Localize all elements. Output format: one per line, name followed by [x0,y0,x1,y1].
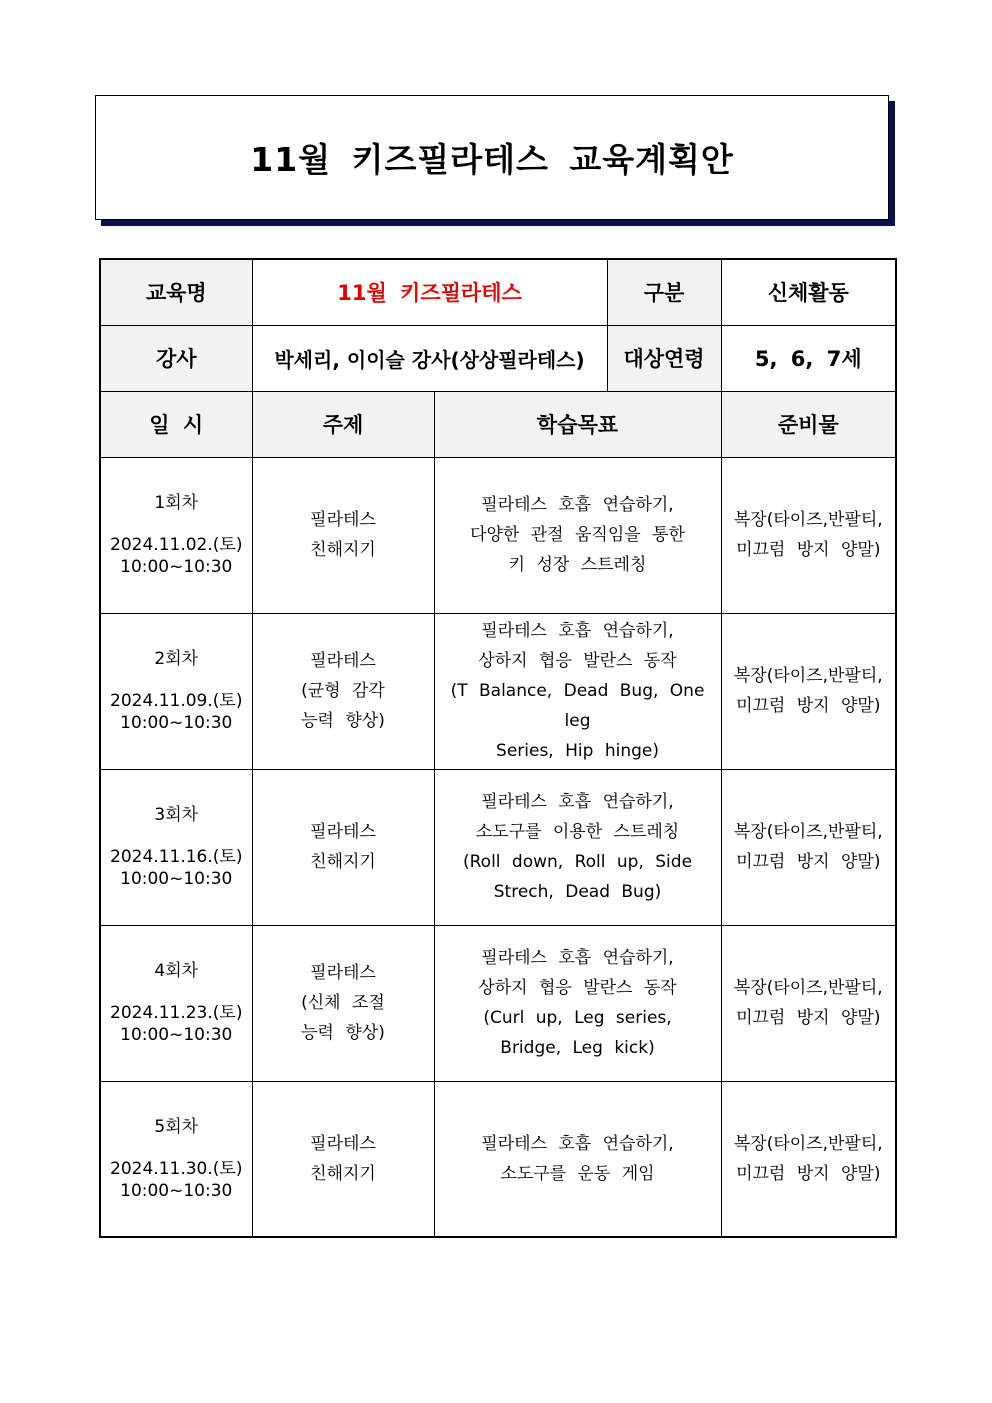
session-topic [252,769,434,925]
session-datetime [100,457,252,613]
header-date: 일 시 [100,391,252,457]
session-goal-line: 필라테스 호흡 연습하기, [481,621,674,641]
session-goal-line: 키 성장 스트레칭 [508,555,647,575]
session-goal-line: 필라테스 호흡 연습하기, [481,792,674,812]
session-datetime [100,1081,252,1237]
session-goal-line: Strech, Dead Bug) [493,882,662,902]
session-time: 10:00~10:30 [120,869,233,889]
course-value: 11월 키즈필라테스 [252,259,607,325]
session-number: 1회차 [154,493,199,513]
session-topic-line: 친해지기 [310,540,376,560]
session-goal-line: 다양한 관절 움직임을 통한 [470,525,685,545]
session-goal-line: 필라테스 호흡 연습하기, [481,1133,674,1154]
session-goal-line: 상하지 협응 발란스 동작 [478,978,677,998]
instructor-label: 강사 [100,325,252,391]
session-supplies-line: 복장(타이즈,반팔티, [733,510,883,530]
session-topic-line: 필라테스 [310,822,376,842]
category-value: 신체활동 [721,259,896,325]
session-topic-line: 친해지기 [310,852,376,872]
session-topic-line: 필라테스 [310,963,376,983]
session-supplies-line: 복장(타이즈,반팔티, [733,1133,883,1154]
session-row [100,1081,896,1237]
session-time: 10:00~10:30 [120,1180,233,1201]
session-goal-line: 소도구를 운동 게임 [500,1163,655,1184]
session-goal [434,457,721,613]
session-time: 10:00~10:30 [120,713,233,733]
session-goal [434,613,721,769]
header-goal: 학습목표 [434,391,721,457]
session-goal-line: Bridge, Leg kick) [500,1038,655,1058]
session-date: 2024.11.16.(토) [110,847,243,867]
session-goal [434,1081,721,1237]
session-number: 3회차 [154,805,199,825]
age-label: 대상연령 [607,325,721,391]
session-supplies [721,769,896,925]
session-goal-line: 소도구를 이용한 스트레칭 [475,822,680,842]
session-datetime [100,769,252,925]
session-supplies-line: 복장(타이즈,반팔티, [733,822,883,842]
session-row [100,769,896,925]
session-date: 2024.11.23.(토) [110,1003,243,1023]
session-goal-line: (Roll down, Roll up, Side [462,852,693,872]
session-goal-line: 필라테스 호흡 연습하기, [481,948,674,968]
session-supplies [721,1081,896,1237]
session-supplies-line: 복장(타이즈,반팔티, [733,666,883,686]
session-number: 2회차 [154,649,199,669]
session-supplies-line: 복장(타이즈,반팔티, [733,978,883,998]
session-topic-line: 필라테스 [310,1133,376,1154]
session-topic-line: 필라테스 [310,651,376,671]
session-goal-line: (T Balance, Dead Bug, One leg [450,681,705,731]
session-goal-line: 상하지 협응 발란스 동작 [478,651,677,671]
session-datetime [100,925,252,1081]
header-supplies: 준비물 [721,391,896,457]
session-row [100,613,896,769]
session-topic-line: 능력 향상) [301,1023,385,1043]
session-topic [252,1081,434,1237]
session-time: 10:00~10:30 [120,1025,233,1045]
column-header-row [100,391,896,457]
session-number: 5회차 [154,1116,199,1137]
session-number: 4회차 [154,961,199,981]
session-supplies [721,925,896,1081]
session-goal-line: Series, Hip hinge) [496,741,659,761]
course-label: 교육명 [100,259,252,325]
session-goal [434,769,721,925]
session-datetime [100,613,252,769]
session-topic [252,457,434,613]
session-supplies-line: 미끄럼 방지 양말) [736,696,881,716]
session-supplies-line: 미끄럼 방지 양말) [736,852,881,872]
instructor-value: 박세리, 이이슬 강사(상상필라테스) [252,325,607,391]
course-row [100,259,896,325]
session-supplies-line: 미끄럼 방지 양말) [736,1008,881,1028]
session-topic-line: (균형 감각 [301,681,385,701]
session-topic-line: 필라테스 [310,510,376,530]
instructor-row [100,325,896,391]
session-date: 2024.11.30.(토) [110,1158,243,1179]
session-topic-line: 능력 향상) [301,711,385,731]
session-supplies [721,457,896,613]
session-time: 10:00~10:30 [120,557,233,577]
age-value: 5, 6, 7세 [721,325,896,391]
session-goal [434,925,721,1081]
page-title: 11월 키즈필라테스 교육계획안 [250,140,734,179]
header-topic: 주제 [252,391,434,457]
session-goal-line: 필라테스 호흡 연습하기, [481,495,674,515]
session-date: 2024.11.09.(토) [110,691,243,711]
session-date: 2024.11.02.(토) [110,535,243,555]
education-plan-table [99,258,897,1238]
session-topic [252,613,434,769]
session-topic-line: (신체 조절 [301,993,385,1013]
session-topic-line: 친해지기 [310,1163,376,1184]
session-topic [252,925,434,1081]
session-row [100,457,896,613]
session-supplies-line: 미끄럼 방지 양말) [736,1163,881,1184]
session-supplies-line: 미끄럼 방지 양말) [736,540,881,560]
title-box [95,95,889,220]
session-row [100,925,896,1081]
session-supplies [721,613,896,769]
category-label: 구분 [607,259,721,325]
session-goal-line: (Curl up, Leg series, [483,1008,672,1028]
